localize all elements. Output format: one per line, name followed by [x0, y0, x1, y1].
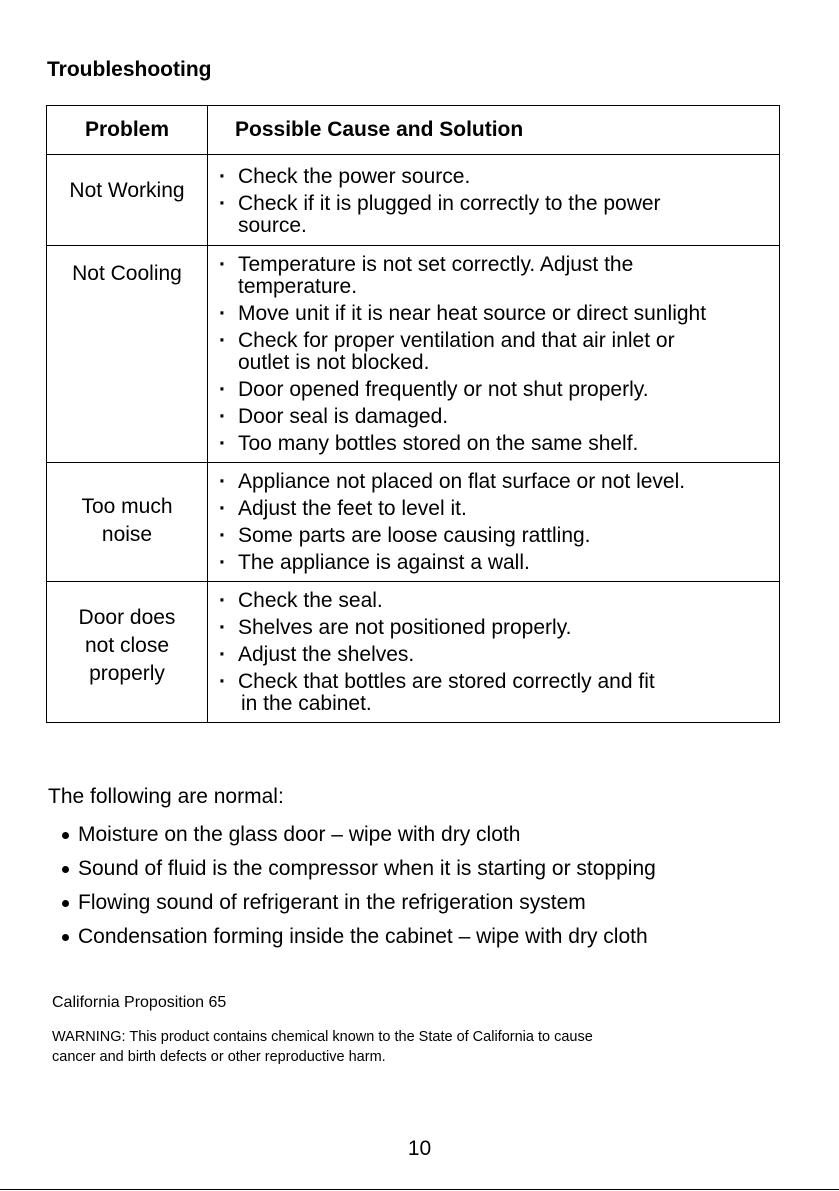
problem-cell — [47, 582, 208, 723]
problem-text: Not Working — [69, 179, 185, 202]
problem-text: not close — [84, 634, 170, 657]
troubleshooting-table — [46, 105, 780, 723]
cause-item: · Check the seal. — [218, 590, 779, 612]
cause-item: · Some parts are loose causing rattling. — [218, 525, 779, 547]
problem-text: properly — [89, 662, 165, 685]
normal-list — [60, 818, 656, 954]
cause-item: · Check that bottles are stored correctly and fit in the cabinet. — [218, 671, 779, 715]
problem-text: Not Cooling — [72, 262, 182, 285]
problem-text: noise — [101, 523, 153, 546]
list-item: Condensation forming inside the cabinet – wipe with dry cloth — [60, 920, 656, 954]
list-item: Sound of fluid is the compressor when it is starting or stopping — [60, 852, 656, 886]
problem-cell — [47, 246, 208, 463]
table-row — [47, 463, 780, 582]
cause-item: · Move unit if it is near heat source or direct sunlight — [218, 303, 779, 325]
table-row — [47, 246, 780, 463]
causes-cell — [208, 155, 780, 246]
cause-item: · Temperature is not set correctly. Adjust the temperature. — [218, 254, 779, 298]
table-row — [47, 582, 780, 723]
problem-cell — [47, 463, 208, 582]
causes-cell — [208, 582, 780, 723]
cause-item: · Too many bottles stored on the same shelf. — [218, 433, 779, 455]
list-item: Flowing sound of refrigerant in the refrigeration system — [60, 886, 656, 920]
cause-item: · Adjust the shelves. — [218, 644, 779, 666]
cause-item: · Door opened frequently or not shut properly. — [218, 379, 779, 401]
warning-text — [52, 1027, 772, 1067]
page-title: Troubleshooting — [47, 58, 212, 81]
column-header-problem: Problem — [47, 106, 208, 155]
page-number: 10 — [407, 1137, 432, 1160]
bottom-divider — [0, 1189, 839, 1190]
problem-text: Door does — [78, 606, 176, 629]
proposition-title: California Proposition 65 — [52, 994, 227, 1011]
causes-cell — [208, 246, 780, 463]
cause-item: · Door seal is damaged. — [218, 406, 779, 428]
column-header-cause: Possible Cause and Solution — [208, 106, 780, 155]
normal-heading: The following are normal: — [48, 785, 284, 808]
cause-item: · Check if it is plugged in correctly to the power source. — [218, 193, 779, 237]
table-header-row — [47, 106, 780, 155]
causes-cell — [208, 463, 780, 582]
cause-item: · Check for proper ventilation and that air inlet or outlet is not blocked. — [218, 330, 779, 374]
cause-item: · Adjust the feet to level it. — [218, 498, 779, 520]
cause-item: · Shelves are not positioned properly. — [218, 617, 779, 639]
cause-item: · Appliance not placed on flat surface or not level. — [218, 471, 779, 493]
problem-text: Too much — [81, 495, 173, 518]
warning-line: cancer and birth defects or other reproductive harm. — [52, 1049, 386, 1065]
cause-item: · Check the power source. — [218, 166, 779, 188]
problem-cell — [47, 155, 208, 246]
list-item: Moisture on the glass door – wipe with dry cloth — [60, 818, 656, 852]
warning-line: WARNING: This product contains chemical known to the State of California to cause — [52, 1029, 593, 1045]
cause-item: · The appliance is against a wall. — [218, 552, 779, 574]
table-row — [47, 155, 780, 246]
